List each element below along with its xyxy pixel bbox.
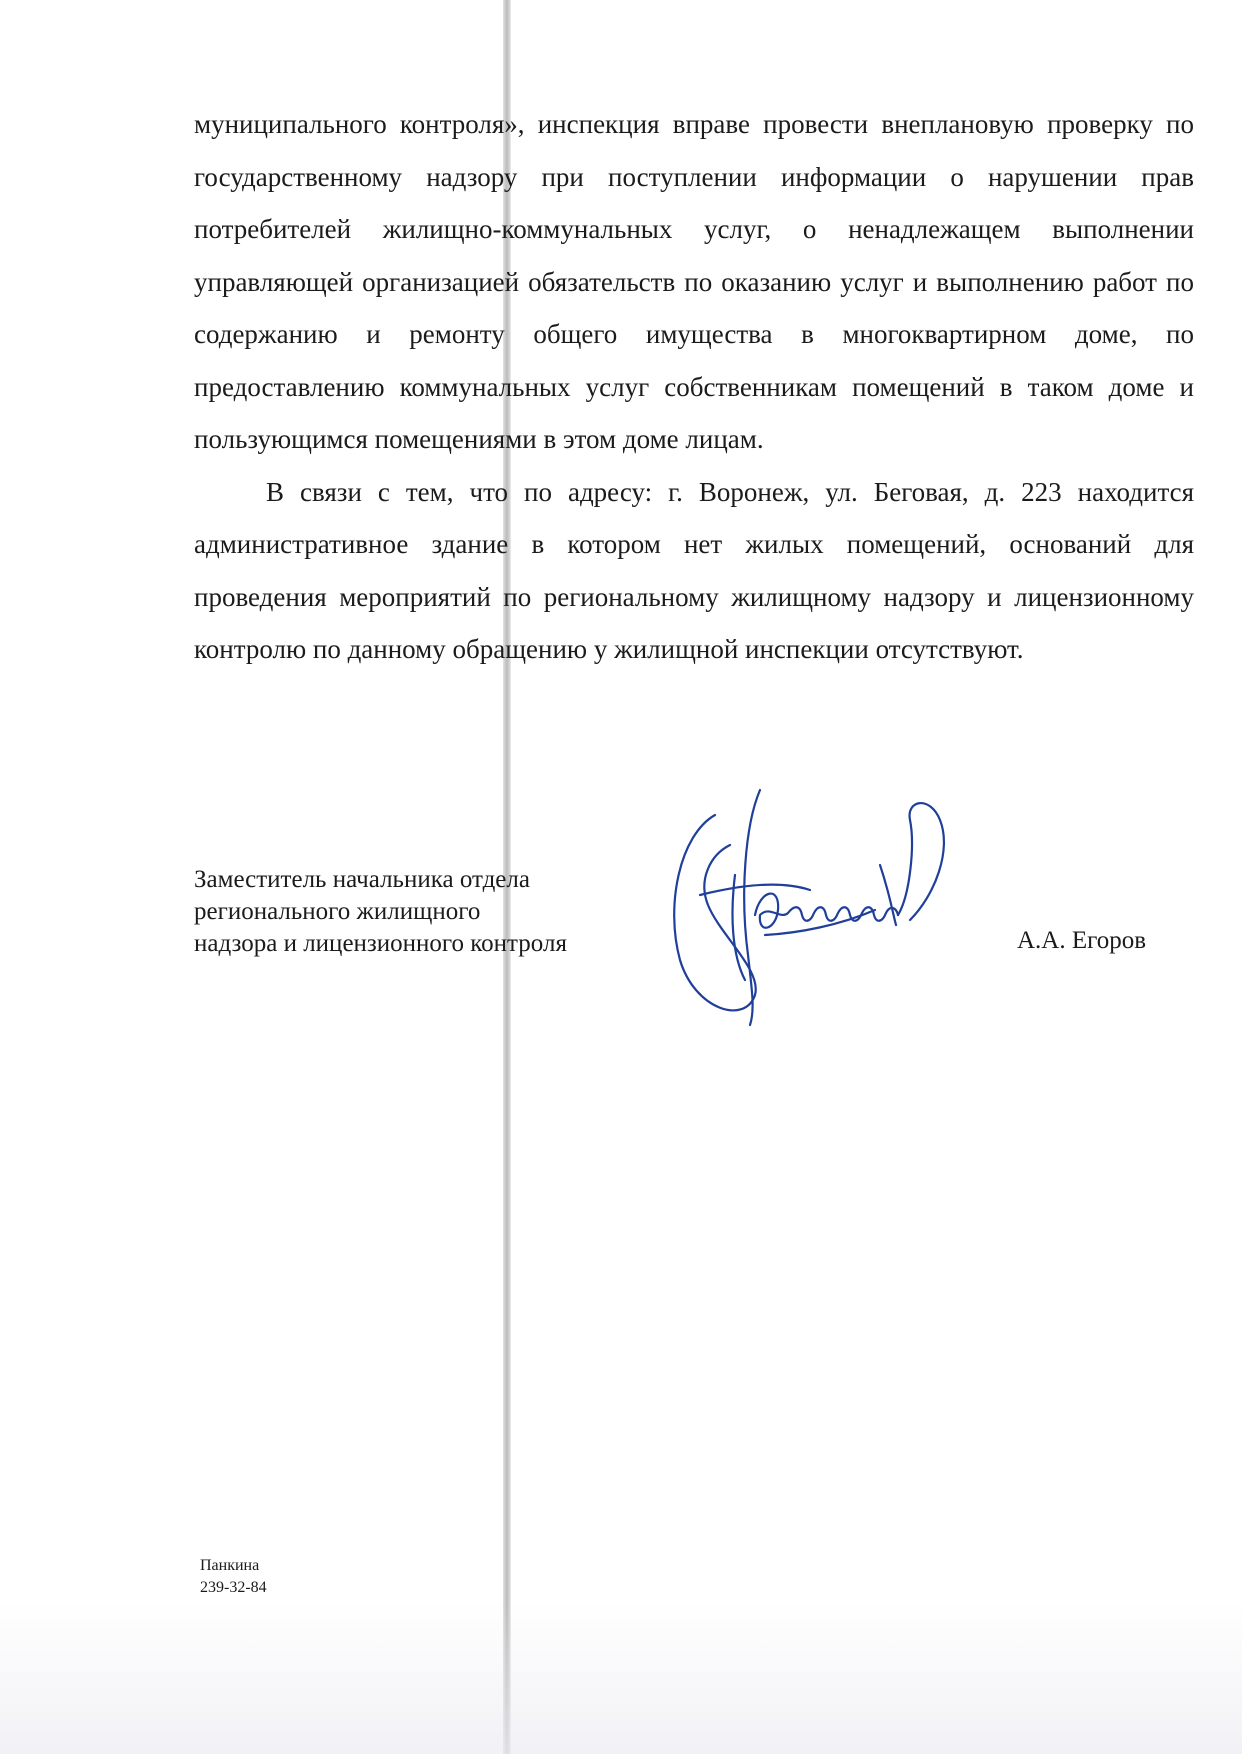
signer-name: А.А. Егоров (1017, 927, 1147, 954)
executor-name: Панкина (200, 1557, 260, 1574)
handwritten-signature (660, 785, 990, 1045)
position-line-1: Заместитель начальника отдела (194, 866, 530, 893)
letter-body (194, 98, 1194, 676)
position-line-2: регионального жилищного (194, 898, 481, 925)
paragraph-2: В связи с тем, что по адресу: г. Воронеж, ул. Беговая, д. 223 находится административное здание в котором нет жилых помещений, оснований для проведения мероприятий по региональному жилищному надзору и лицензионному контролю по данному обращению у жилищной инспекции отсутствуют. (194, 476, 1194, 664)
paragraph-1: муниципального контроля», инспекция вправе провести внеплановую проверку по государственному надзору при поступлении информации о нарушении прав потребителей жилищно-коммунальных услуг, о ненадлежащем выполнении управляющей организацией обязательств по оказанию услуг и выполнению работ по содержанию и ремонту общего имущества в многоквартирном доме, по предоставлению коммунальных услуг собственникам помещений в таком доме и пользующимся помещениями в этом доме лицам. (194, 109, 1194, 454)
scan-bottom-shade (0, 1600, 1242, 1754)
executor-phone: 239-32-84 (200, 1579, 267, 1596)
position-line-3: надзора и лицензионного контроля (194, 930, 567, 957)
executor-contact (200, 1555, 267, 1599)
signatory-position (194, 864, 567, 960)
